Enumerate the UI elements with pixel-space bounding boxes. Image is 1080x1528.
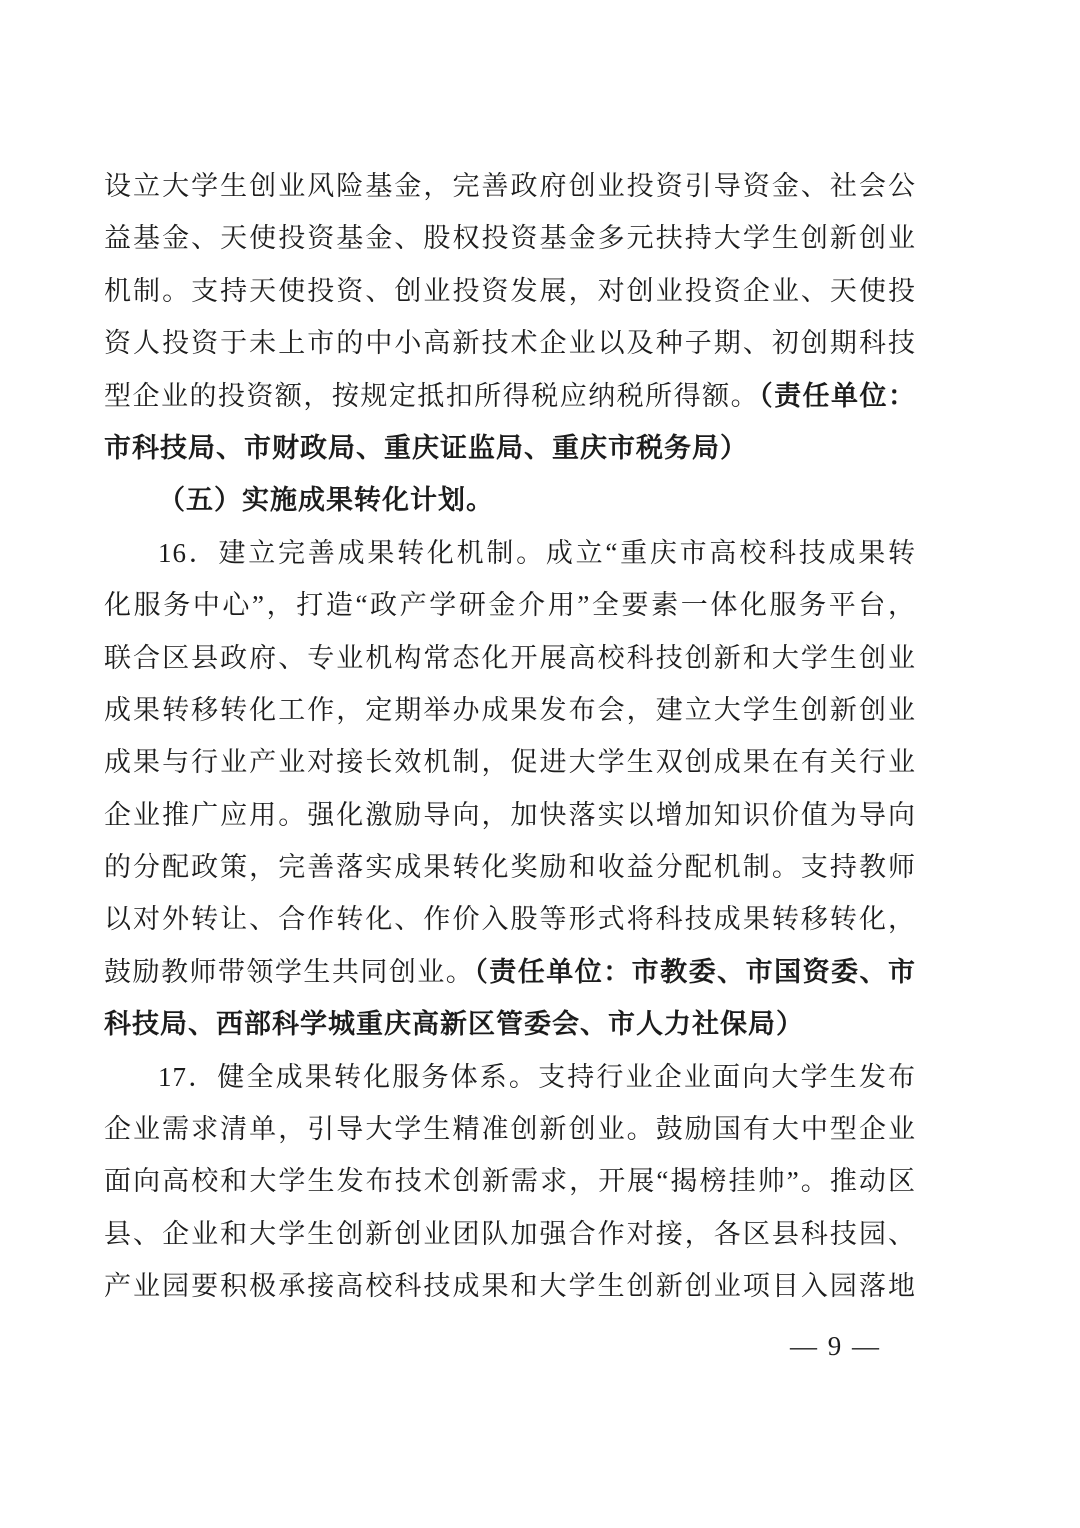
text-line: [104, 317, 916, 369]
body-text: 产业园要积极承接高校科技成果和大学生创新创业项目入园落地: [104, 1271, 916, 1302]
responsible-unit-text: 科技局、西部科学城重庆高新区管委会、市人力社保局）: [104, 1009, 804, 1040]
body-text: 鼓励教师带领学生共同创业。: [104, 956, 475, 987]
section-heading-text: （五）实施成果转化计划。: [158, 485, 494, 516]
text-line: [104, 684, 916, 736]
body-text: 企业推广应用。强化激励导向，加快落实以增加知识价值为导向: [104, 799, 916, 830]
text-line: [104, 1208, 916, 1260]
body-text: 成果转移转化工作，定期举办成果发布会，建立大学生创新创业: [104, 694, 916, 725]
body-text: 资人投资于未上市的中小高新技术企业以及种子期、初创期科技: [104, 328, 916, 359]
body-text: 设立大学生创业风险基金，完善政府创业投资引导资金、社会公: [104, 171, 916, 201]
text-line: [104, 422, 916, 474]
page-number: — 9 —: [790, 1331, 881, 1361]
body-text: 的分配政策，完善落实成果转化奖励和收益分配机制。支持教师: [104, 852, 916, 883]
body-text: 化服务中心”，打造“政产学研金介用”全要素一体化服务平台，: [104, 590, 916, 621]
text-line: [104, 1103, 916, 1155]
responsible-unit-text: 市科技局、市财政局、重庆证监局、重庆市税务局）: [104, 432, 748, 463]
text-line: [104, 893, 916, 945]
text-line: [104, 1155, 916, 1207]
text-line: [104, 1051, 916, 1103]
text-line: [104, 579, 916, 631]
body-text: 以对外转让、合作转化、作价入股等形式将科技成果转移转化，: [104, 904, 916, 935]
body-text: 益基金、天使投资基金、股权投资基金多元扶持大学生创新创业: [104, 223, 916, 254]
text-line: [104, 370, 916, 422]
responsible-unit-text: （责任单位：市教委、市国资委、市: [474, 956, 917, 987]
text-line: [104, 212, 916, 264]
text-line: [104, 265, 916, 317]
text-line: [104, 998, 916, 1050]
text-line: [104, 841, 916, 893]
text-line: [104, 160, 916, 212]
body-text: 县、企业和大学生创新创业团队加强合作对接，各区县科技园、: [104, 1218, 916, 1249]
body-text: 联合区县政府、专业机构常态化开展高校科技创新和大学生创业: [104, 642, 916, 673]
text-line: [104, 527, 916, 579]
body-text: 成果与行业产业对接长效机制，促进大学生双创成果在有关行业: [104, 747, 916, 778]
body-text: 型企业的投资额，按规定抵扣所得税应纳税所得额。: [104, 380, 760, 411]
body-text: 17．健全成果转化服务体系。支持行业企业面向大学生发布: [158, 1061, 916, 1092]
body-text: 16．建立完善成果转化机制。成立“重庆市高校科技成果转: [158, 537, 916, 568]
document-body: [104, 160, 916, 1313]
responsible-unit-text: （责任单位：: [759, 380, 917, 411]
body-text: 企业需求清单，引导大学生精准创新创业。鼓励国有大中型企业: [104, 1114, 916, 1145]
text-line: [104, 789, 916, 841]
text-line: [104, 1260, 916, 1312]
body-text: 机制。支持天使投资、创业投资发展，对创业投资企业、天使投: [104, 275, 916, 306]
text-line: [104, 474, 916, 526]
text-line: [104, 736, 916, 788]
text-line: [104, 946, 916, 998]
body-text: 面向高校和大学生发布技术创新需求，开展“揭榜挂帅”。推动区: [104, 1166, 916, 1197]
text-line: [104, 632, 916, 684]
